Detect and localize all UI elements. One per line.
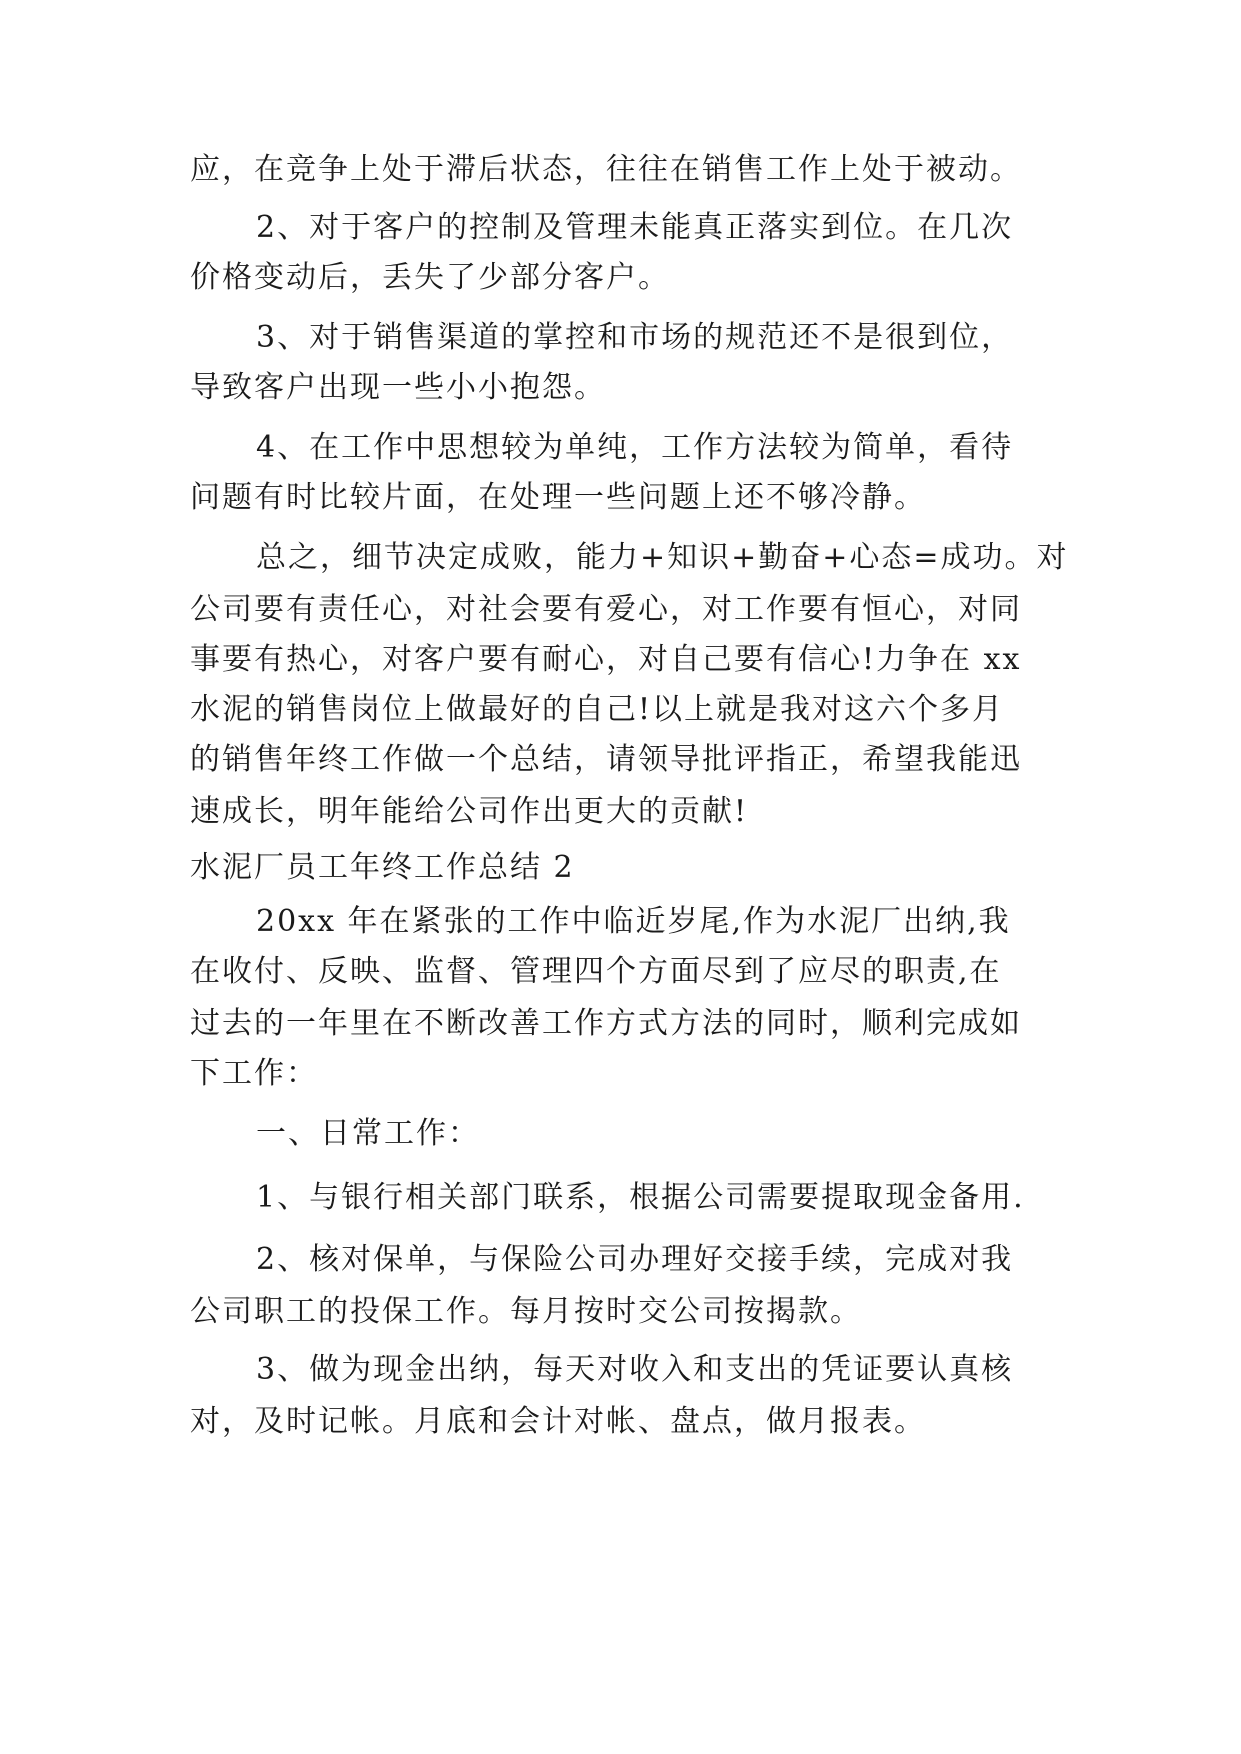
text-line: 对，及时记帐。月底和会计对帐、盘点，做月报表。 — [190, 1404, 926, 1439]
text-line: 公司要有责任心，对社会要有爱心，对工作要有恒心，对同 — [190, 592, 1022, 627]
text-line: 的销售年终工作做一个总结，请领导批评指正，希望我能迅 — [190, 742, 1022, 777]
text-line: 在收付、反映、监督、管理四个方面尽到了应尽的职责,在 — [190, 954, 1002, 989]
text-line: 下工作： — [190, 1056, 318, 1091]
text-line: 水泥的销售岗位上做最好的自己!以上就是我对这六个多月 — [190, 692, 1005, 727]
text-line: 2、核对保单，与保险公司办理好交接手续，完成对我 — [256, 1242, 1014, 1277]
text-line: 一、日常工作： — [256, 1116, 480, 1151]
text-line: 4、在工作中思想较为单纯，工作方法较为简单，看待 — [256, 430, 1014, 465]
text-line: 速成长，明年能给公司作出更大的贡献! — [190, 794, 749, 829]
text-line: 总之，细节决定成败，能力+知识+勤奋+心态=成功。对 — [256, 540, 1069, 575]
text-line: 3、对于销售渠道的掌控和市场的规范还不是很到位， — [256, 320, 1014, 355]
text-line: 导致客户出现一些小小抱怨。 — [190, 370, 606, 405]
text-line: 应，在竞争上处于滞后状态，往往在销售工作上处于被动。 — [190, 152, 1022, 187]
text-line: 2、对于客户的控制及管理未能真正落实到位。在几次 — [256, 210, 1014, 245]
text-line: 价格变动后，丢失了少部分客户。 — [190, 260, 670, 295]
text-line: 3、做为现金出纳，每天对收入和支出的凭证要认真核 — [256, 1352, 1014, 1387]
text-line: 公司职工的投保工作。每月按时交公司按揭款。 — [190, 1294, 862, 1329]
text-line: 问题有时比较片面，在处理一些问题上还不够冷静。 — [190, 480, 926, 515]
text-line: 事要有热心，对客户要有耐心，对自己要有信心!力争在 xx — [190, 642, 1022, 677]
text-line: 20xx 年在紧张的工作中临近岁尾,作为水泥厂出纳,我 — [256, 904, 1011, 939]
section-heading: 水泥厂员工年终工作总结 2 — [190, 850, 575, 885]
text-line: 过去的一年里在不断改善工作方式方法的同时，顺利完成如 — [190, 1006, 1022, 1041]
text-line: 1、与银行相关部门联系，根据公司需要提取现金备用. — [256, 1180, 1025, 1215]
